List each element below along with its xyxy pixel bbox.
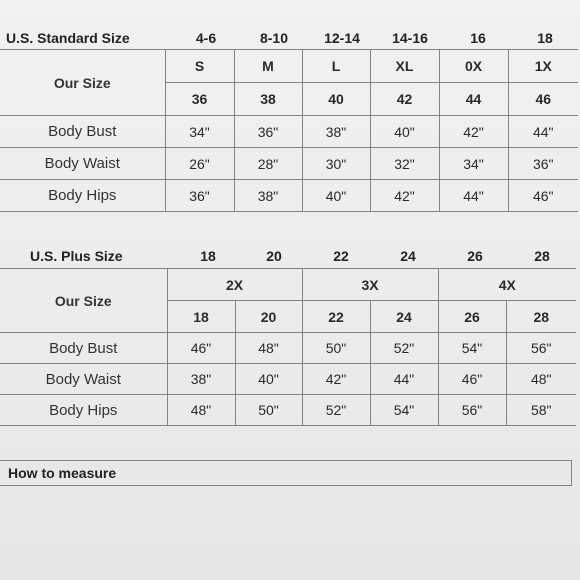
size-number-cell: 18 [167, 301, 235, 333]
size-number-cell: 46 [508, 83, 578, 116]
plus-header-col: 24 [400, 248, 416, 264]
size-number-cell: 36 [165, 83, 234, 116]
measure-cell: 48" [506, 364, 576, 395]
measure-cell: 36" [165, 180, 234, 212]
plus-header-col: 26 [467, 248, 483, 264]
measure-cell: 50" [302, 333, 370, 364]
size-number-cell: 44 [439, 83, 508, 116]
our-size-label: Our Size [0, 269, 167, 333]
standard-header-col: 16 [470, 30, 486, 46]
measure-cell: 28" [234, 148, 302, 180]
plus-header-col: 18 [200, 248, 216, 264]
table-row [0, 148, 578, 180]
size-letter-cell: L [302, 50, 370, 83]
measure-cell: 44" [439, 180, 508, 212]
measure-cell: 36" [234, 116, 302, 148]
standard-header-label: U.S. Standard Size [6, 30, 130, 46]
measure-cell: 34" [439, 148, 508, 180]
measure-cell: 48" [167, 395, 235, 426]
measure-cell: 26" [165, 148, 234, 180]
measure-cell: 50" [235, 395, 302, 426]
row-label: Body Waist [0, 364, 167, 395]
table-row [0, 333, 576, 364]
measure-cell: 42" [302, 364, 370, 395]
size-letter-cell: XL [370, 50, 439, 83]
measure-cell: 40" [235, 364, 302, 395]
how-to-measure-label: How to measure [8, 465, 117, 481]
measure-cell: 46" [508, 180, 578, 212]
how-to-measure-section[interactable] [0, 460, 572, 486]
measure-cell: 38" [302, 116, 370, 148]
plus-header-row [0, 245, 580, 267]
size-group-cell: 4X [438, 269, 576, 301]
size-group-cell: 3X [302, 269, 438, 301]
measure-cell: 38" [167, 364, 235, 395]
plus-header-col: 22 [333, 248, 349, 264]
table-row [0, 364, 576, 395]
size-number-cell: 38 [234, 83, 302, 116]
measure-cell: 30" [302, 148, 370, 180]
measure-cell: 46" [167, 333, 235, 364]
measure-cell: 58" [506, 395, 576, 426]
row-label: Body Bust [0, 333, 167, 364]
measure-cell: 34" [165, 116, 234, 148]
measure-cell: 54" [370, 395, 438, 426]
plus-size-table [0, 268, 576, 426]
measure-cell: 44" [370, 364, 438, 395]
table-row [0, 116, 578, 148]
size-letter-cell: 1X [508, 50, 578, 83]
measure-cell: 32" [370, 148, 439, 180]
size-number-cell: 20 [235, 301, 302, 333]
standard-header-col: 18 [537, 30, 553, 46]
measure-cell: 42" [439, 116, 508, 148]
size-number-cell: 42 [370, 83, 439, 116]
size-letter-cell: M [234, 50, 302, 83]
measure-cell: 54" [438, 333, 506, 364]
measure-cell: 36" [508, 148, 578, 180]
row-label: Body Bust [0, 116, 165, 148]
standard-header-col: 8-10 [259, 30, 289, 46]
size-number-cell: 24 [370, 301, 438, 333]
table-row [0, 180, 578, 212]
measure-cell: 40" [302, 180, 370, 212]
measure-cell: 46" [438, 364, 506, 395]
measure-cell: 52" [370, 333, 438, 364]
measure-cell: 44" [508, 116, 578, 148]
plus-header-label: U.S. Plus Size [30, 248, 123, 264]
size-number-cell: 40 [302, 83, 370, 116]
plus-header-col: 20 [266, 248, 282, 264]
size-number-cell: 26 [438, 301, 506, 333]
row-label: Body Hips [0, 395, 167, 426]
size-number-cell: 28 [506, 301, 576, 333]
size-letter-cell: S [165, 50, 234, 83]
standard-header-row [0, 27, 580, 49]
standard-header-col: 12-14 [324, 30, 360, 46]
measure-cell: 52" [302, 395, 370, 426]
row-label: Body Waist [0, 148, 165, 180]
measure-cell: 56" [438, 395, 506, 426]
size-letter-cell: 0X [439, 50, 508, 83]
table-row [0, 395, 576, 426]
size-group-cell: 2X [167, 269, 302, 301]
plus-header-col: 28 [534, 248, 550, 264]
row-label: Body Hips [0, 180, 165, 212]
size-number-cell: 22 [302, 301, 370, 333]
measure-cell: 38" [234, 180, 302, 212]
standard-header-col: 4-6 [195, 30, 217, 46]
measure-cell: 56" [506, 333, 576, 364]
our-size-label: Our Size [0, 50, 165, 116]
standard-size-table [0, 49, 578, 212]
measure-cell: 48" [235, 333, 302, 364]
measure-cell: 40" [370, 116, 439, 148]
standard-header-col: 14-16 [392, 30, 428, 46]
measure-cell: 42" [370, 180, 439, 212]
